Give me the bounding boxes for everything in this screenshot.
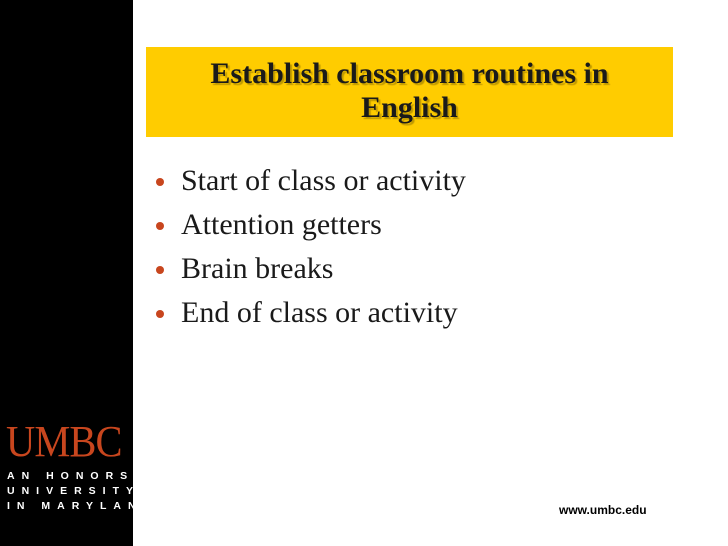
bullet-text: Attention getters [181, 208, 382, 241]
bullet-dot-icon [156, 310, 164, 318]
logo-tagline-3: IN MARYLAND [7, 500, 158, 512]
bullet-dot-icon [156, 222, 164, 230]
umbc-logo [6, 417, 158, 514]
bullet-dot-icon [156, 178, 164, 186]
logo-tagline-1: AN HONORS [7, 470, 135, 482]
bullet-text: Brain breaks [181, 252, 334, 285]
slide-title-line-2: English [361, 91, 458, 124]
bullet-item [150, 296, 466, 340]
footer-url[interactable]: www.umbc.edu [559, 503, 647, 517]
bullet-text: End of class or activity [181, 296, 458, 329]
logo-tagline-2: UNIVERSITY [7, 485, 141, 497]
bullet-item [150, 208, 466, 252]
title-bar [146, 47, 673, 137]
bullet-dot-icon [156, 266, 164, 274]
logo-wordmark: UMBC [6, 417, 122, 466]
slide-title-line-1: Establish classroom routines in [210, 57, 609, 90]
bullet-item [150, 252, 466, 296]
bullet-item [150, 164, 466, 208]
bullet-list [150, 164, 466, 340]
sidebar [0, 0, 158, 546]
bullet-text: Start of class or activity [181, 164, 466, 197]
slide-title [146, 57, 673, 125]
